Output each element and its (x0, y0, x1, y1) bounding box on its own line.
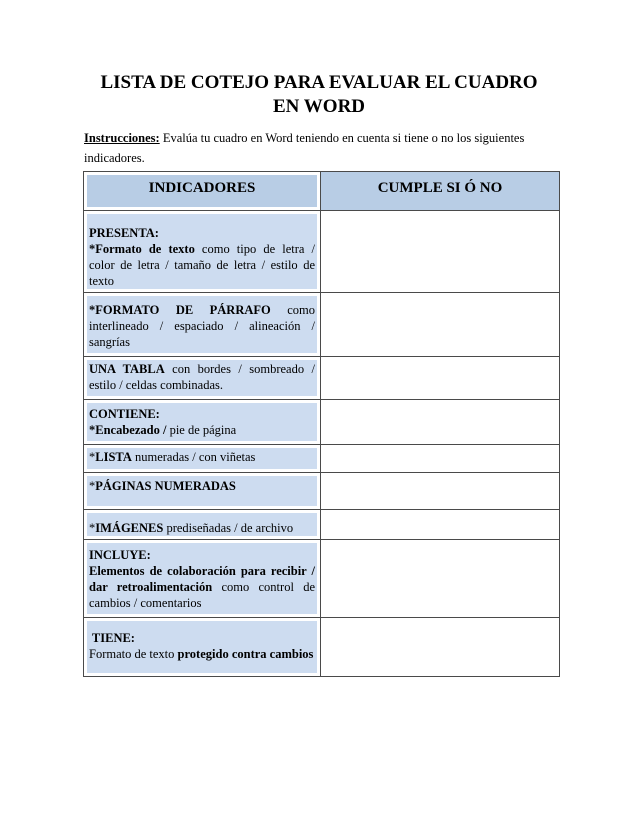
indicator-bold: *Encabezado / (89, 423, 167, 437)
indicator-bold: Elementos de colaboración para recibir / dar retroalimentación (89, 564, 315, 594)
answer-cell[interactable] (321, 445, 560, 473)
title-line-2: EN WORD (272, 96, 366, 117)
table-row (84, 473, 560, 510)
indicator-bold: *FORMATO DE PÁRRAFO (89, 303, 271, 317)
answer-cell[interactable] (321, 400, 560, 445)
answer-cell[interactable] (321, 211, 560, 293)
indicator-cell (84, 211, 321, 293)
indicator-text: prediseñadas / de archivo (163, 521, 294, 535)
document-title (80, 71, 558, 119)
indicator-prefix: Formato de texto (89, 647, 178, 661)
instructions-label: Instrucciones: (84, 131, 160, 145)
indicator-bold: LISTA (95, 450, 132, 464)
answer-cell[interactable] (321, 293, 560, 357)
indicator-bold: IMÁGENES (95, 521, 164, 535)
indicator-heading: TIENE: (89, 631, 135, 645)
title-line-1: LISTA DE COTEJO PARA EVALUAR EL CUADRO (100, 72, 538, 93)
table-row (84, 445, 560, 473)
indicator-bold: protegido contra cambios (177, 647, 314, 661)
table-row (84, 510, 560, 540)
indicator-text: pie de página (166, 423, 237, 437)
table-row (84, 618, 560, 677)
indicator-text: como tipo de letra / color de letra / tamaño de letra / estilo de texto (89, 242, 315, 288)
indicator-cell (84, 473, 321, 510)
checklist-table (83, 171, 560, 677)
indicator-cell (84, 357, 321, 400)
answer-cell[interactable] (321, 510, 560, 540)
indicator-text: como interlineado / espaciado / alineación / sangrías (89, 303, 315, 349)
instructions-paragraph (84, 128, 554, 168)
answer-cell[interactable] (321, 618, 560, 677)
header-complies: CUMPLE SI Ó NO (321, 172, 560, 211)
table-row (84, 293, 560, 357)
indicator-heading: INCLUYE: (89, 548, 151, 562)
indicator-prefix: * (89, 479, 96, 493)
indicator-bold: *Formato de texto (89, 242, 195, 256)
answer-cell[interactable] (321, 473, 560, 510)
indicator-cell (84, 293, 321, 357)
table-header-row (84, 172, 560, 211)
indicator-cell (84, 618, 321, 677)
indicator-heading: PRESENTA: (89, 226, 159, 240)
indicator-text: como control de cambios / comentarios (89, 580, 316, 610)
table-row (84, 211, 560, 293)
indicator-bold: PÁGINAS NUMERADAS (95, 479, 236, 493)
indicator-heading: CONTIENE: (89, 407, 160, 421)
instructions-text: Evalúa tu cuadro en Word teniendo en cuenta si tiene o no los siguientes indicadores. (84, 131, 525, 165)
table-row (84, 400, 560, 445)
indicator-text: con bordes / sombreado / estilo / celdas combinadas. (89, 362, 315, 392)
answer-cell[interactable] (321, 357, 560, 400)
answer-cell[interactable] (321, 540, 560, 618)
indicator-bold: UNA TABLA (89, 362, 165, 376)
table-row (84, 540, 560, 618)
indicator-prefix: * (89, 450, 96, 464)
indicator-cell (84, 400, 321, 445)
header-indicators: INDICADORES (84, 172, 321, 211)
indicator-prefix: * (89, 521, 96, 535)
indicator-cell (84, 510, 321, 540)
indicator-text: numeradas / con viñetas (131, 450, 256, 464)
indicator-cell (84, 540, 321, 618)
indicator-cell (84, 445, 321, 473)
table-row (84, 357, 560, 400)
